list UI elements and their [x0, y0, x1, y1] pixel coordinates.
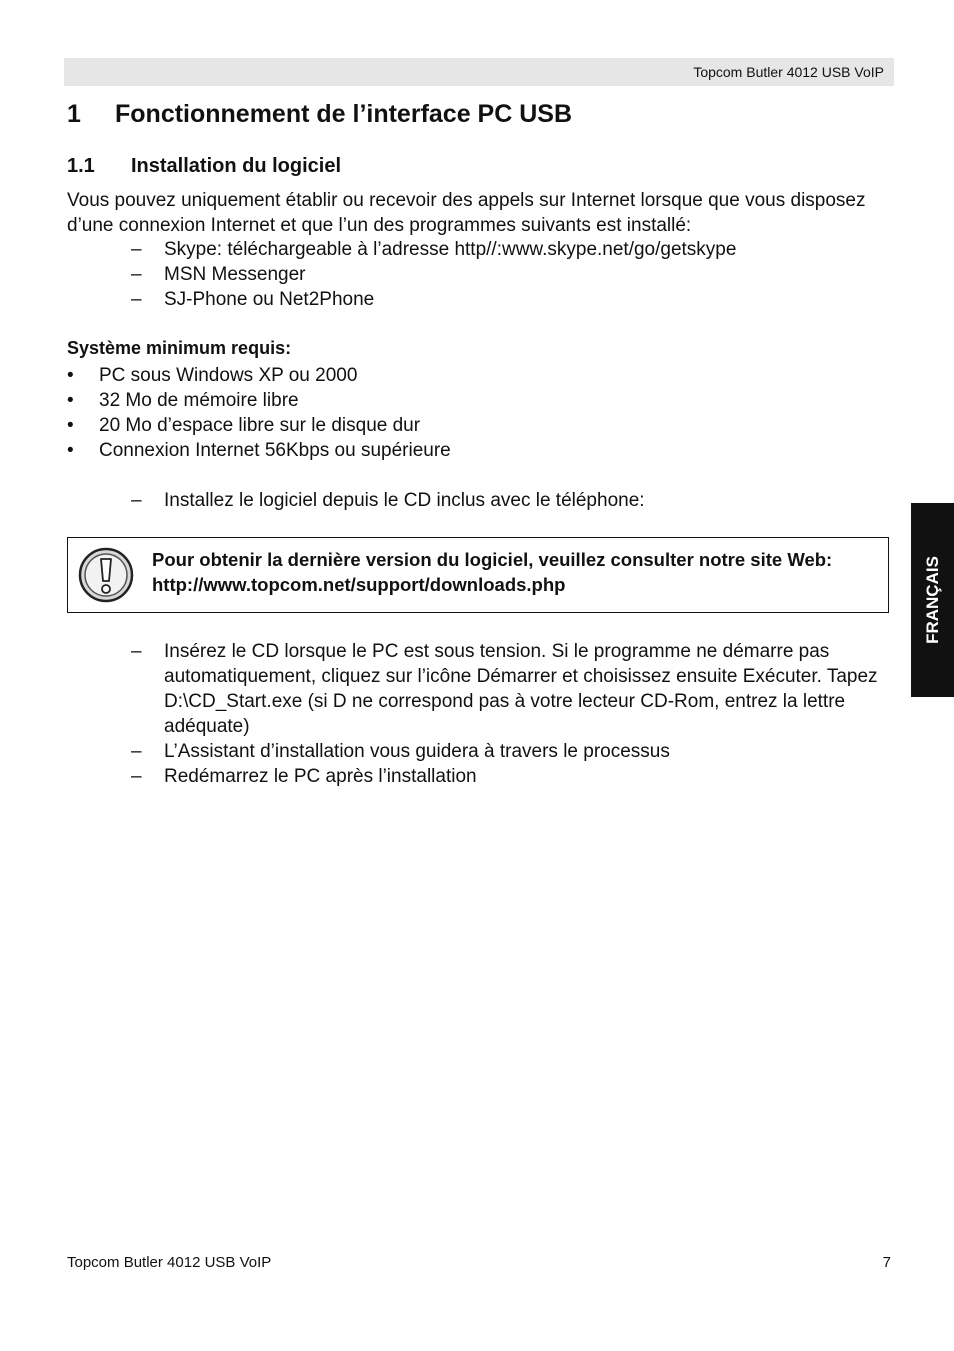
subsection-number: 1.1 [67, 155, 95, 177]
page-number: 7 [882, 1254, 891, 1271]
note-text: Pour obtenir la dernière version du logiciel, veuillez consulter notre site Web: http://www.topcom.net/support/downloads.php [152, 549, 833, 595]
subsection-title: Installation du logiciel [131, 155, 342, 177]
section-heading [67, 100, 572, 129]
section-title: Fonctionnement de l’interface PC USB [115, 100, 573, 128]
header-bar [64, 58, 894, 86]
section-number: 1 [67, 100, 81, 128]
footer-title: Topcom Butler 4012 USB VoIP [67, 1254, 272, 1271]
requirements-label: Système minimum requis: [67, 338, 292, 358]
requirements-list [67, 363, 451, 463]
language-tab [911, 503, 954, 697]
programs-list [131, 237, 891, 312]
install-step-list [131, 488, 891, 513]
exclamation-icon [78, 547, 134, 603]
intro-paragraph: Vous pouvez uniquement établir ou recevoir des appels sur Internet lorsque que vous disposez d’une connexion Internet et que l’un des programmes suivants est installé: [67, 190, 866, 236]
list-item: – L’Assistant d’installation vous guidera à travers le processus [131, 741, 670, 762]
list-item: – Installez le logiciel depuis le CD inclus avec le téléphone: [131, 490, 645, 511]
list-item: • 32 Mo de mémoire libre [67, 390, 299, 411]
list-item: – Redémarrez le PC après l’installation [131, 766, 477, 787]
list-item: – Skype: téléchargeable à l’adresse http//:www.skype.net/go/getskype [131, 239, 737, 260]
language-tab-label: FRANÇAIS [922, 556, 942, 644]
list-item: – MSN Messenger [131, 264, 306, 285]
subsection-heading [67, 155, 341, 178]
list-item: – Insérez le CD lorsque le PC est sous tension. Si le programme ne démarre pas automatiquement, cliquez sur l’icône Démarrer et choisissez ensuite Exécuter. Tapez D:\CD_Start.exe (si D ne correspond pas à votre lecteur CD-Rom, entrez la lettre adéquate) [131, 641, 878, 737]
note-box [67, 537, 889, 613]
list-item: • 20 Mo d’espace libre sur le disque dur [67, 415, 421, 436]
list-item: – SJ-Phone ou Net2Phone [131, 289, 375, 310]
steps-list [131, 639, 891, 789]
header-title: Topcom Butler 4012 USB VoIP [693, 64, 884, 80]
list-item: • Connexion Internet 56Kbps ou supérieure [67, 440, 451, 461]
list-item: • PC sous Windows XP ou 2000 [67, 365, 358, 386]
